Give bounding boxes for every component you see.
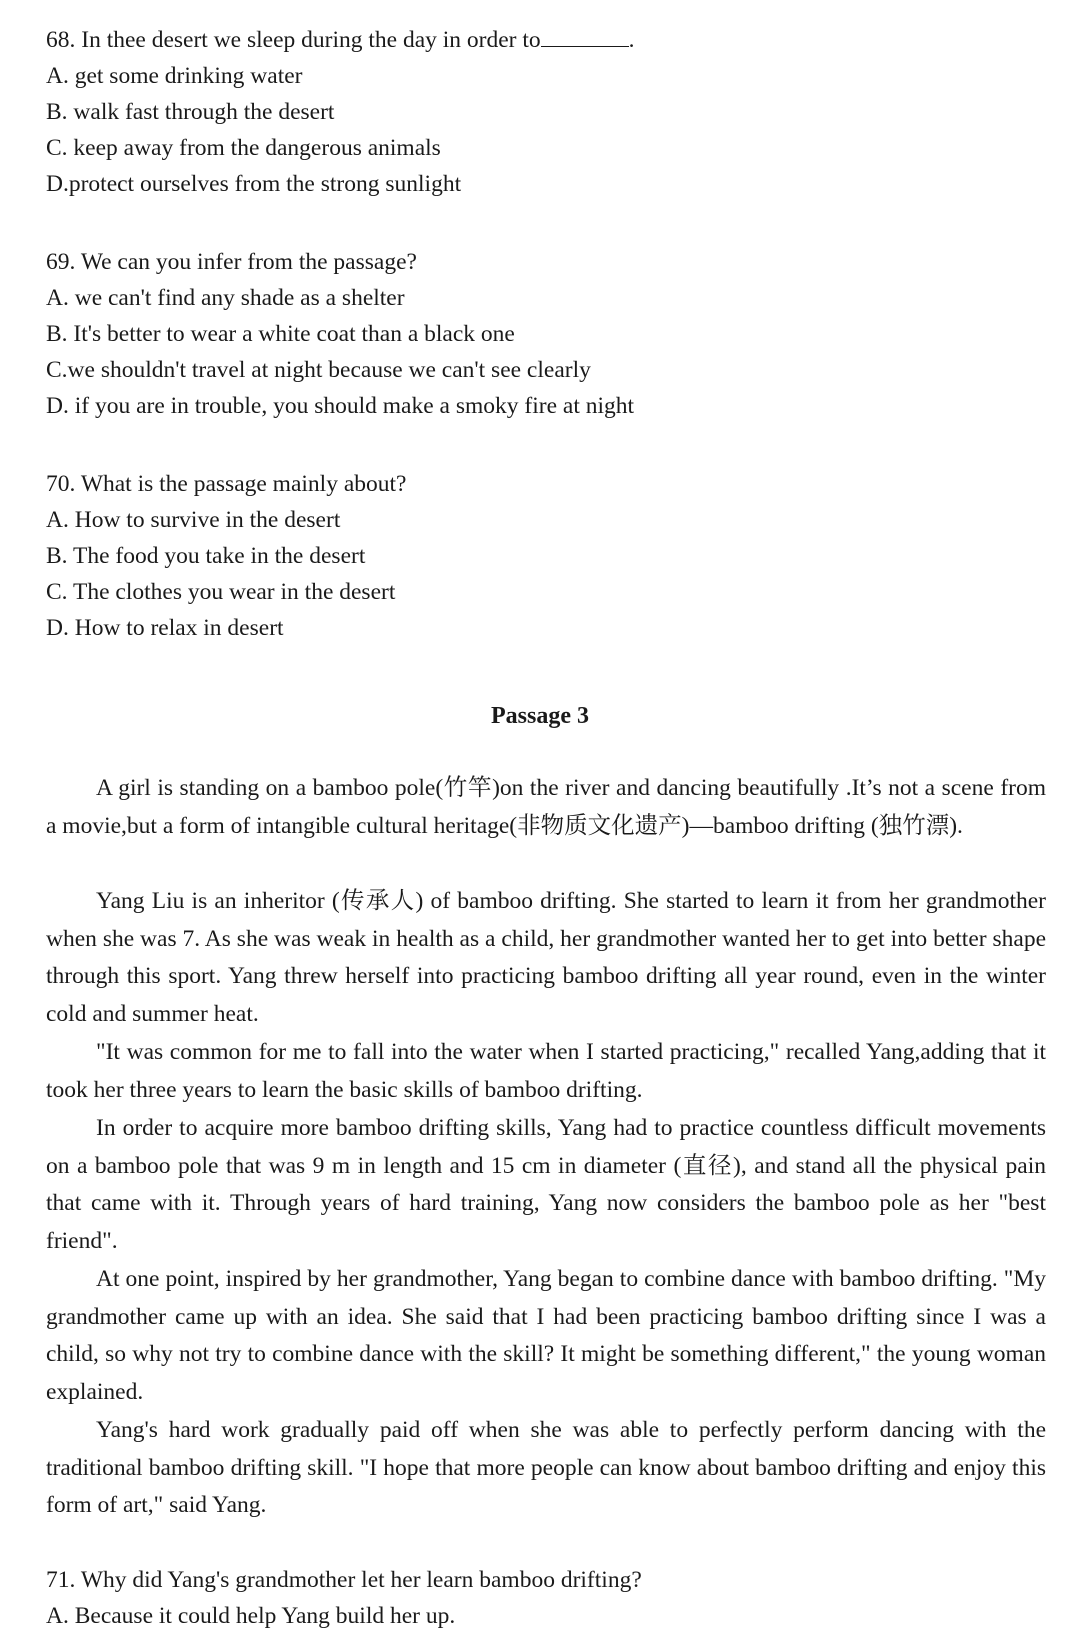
passage-paragraph-5: At one point, inspired by her grandmother, Yang began to combine dance with bamboo drifting. "My grandmother came up with an idea. She said that I had been practicing bamboo drifting since I was a child, so why not try to combine dance with the skill? It might be something different," the young woman explained. — [46, 1266, 1046, 1405]
option-d: D. How to relax in desert — [46, 615, 284, 641]
question-stem — [46, 22, 635, 58]
passage-paragraph-2: Yang Liu is an inheritor (传承人) of bamboo drifting. She started to learn it from her grandmother when she was 7. As she was weak in health as a child, her grandmother wanted her to get into better shape through this sport. Yang threw herself into practicing bamboo drifting all year round, even in the winter cold and summer heat. — [46, 888, 1046, 1027]
question-stem: 69. We can you infer from the passage? — [46, 249, 417, 275]
option-c: C. The clothes you wear in the desert — [46, 579, 396, 605]
stem-text: 68. In thee desert we sleep during the day in order to — [46, 27, 541, 53]
passage-paragraph-1: A girl is standing on a bamboo pole(竹竿)on the river and dancing beautifully .It’s not a scene from a movie,but a form of intangible cultural heritage(非物质文化遗产)—bamboo drifting (独竹漂). — [46, 775, 1046, 839]
passage-paragraph-3: "It was common for me to fall into the water when I started practicing," recalled Yang,adding that it took her three years to learn the basic skills of bamboo drifting. — [46, 1039, 1046, 1103]
stem-end: . — [628, 27, 635, 53]
option-d: D. if you are in trouble, you should make a smoky fire at night — [46, 393, 635, 419]
option-c: C. keep away from the dangerous animals — [46, 135, 441, 161]
passage-paragraph-6: Yang's hard work gradually paid off when she was able to perfectly perform dancing with the traditional bamboo drifting skill. "I hope that more people can know about bamboo drifting and enjoy this form of art," said Yang. — [46, 1417, 1046, 1519]
question-stem: 71. Why did Yang's grandmother let her learn bamboo drifting? — [46, 1567, 642, 1593]
option-a: A. we can't find any shade as a shelter — [46, 285, 405, 311]
passage-paragraph-4: In order to acquire more bamboo drifting skills, Yang had to practice countless difficult movements on a bamboo pole that was 9 m in length and 15 cm in diameter (直径), and stand all the physical pain that came with it. Through years of hard training, Yang now considers the bamboo pole as her "best friend". — [46, 1115, 1046, 1254]
question-stem: 70. What is the passage mainly about? — [46, 471, 407, 497]
option-a: A. Because it could help Yang build her up. — [46, 1603, 456, 1629]
option-c: C.we shouldn't travel at night because we can't see clearly — [46, 357, 591, 383]
passage-title: Passage 3 — [491, 703, 589, 729]
option-d: D.protect ourselves from the strong sunlight — [46, 171, 462, 197]
option-b: B. The food you take in the desert — [46, 543, 366, 569]
answer-blank — [541, 24, 629, 47]
option-b: B. walk fast through the desert — [46, 99, 335, 125]
option-b: B. It's better to wear a white coat than a black one — [46, 321, 515, 347]
option-a: A. How to survive in the desert — [46, 507, 341, 533]
option-a: A. get some drinking water — [46, 63, 303, 89]
